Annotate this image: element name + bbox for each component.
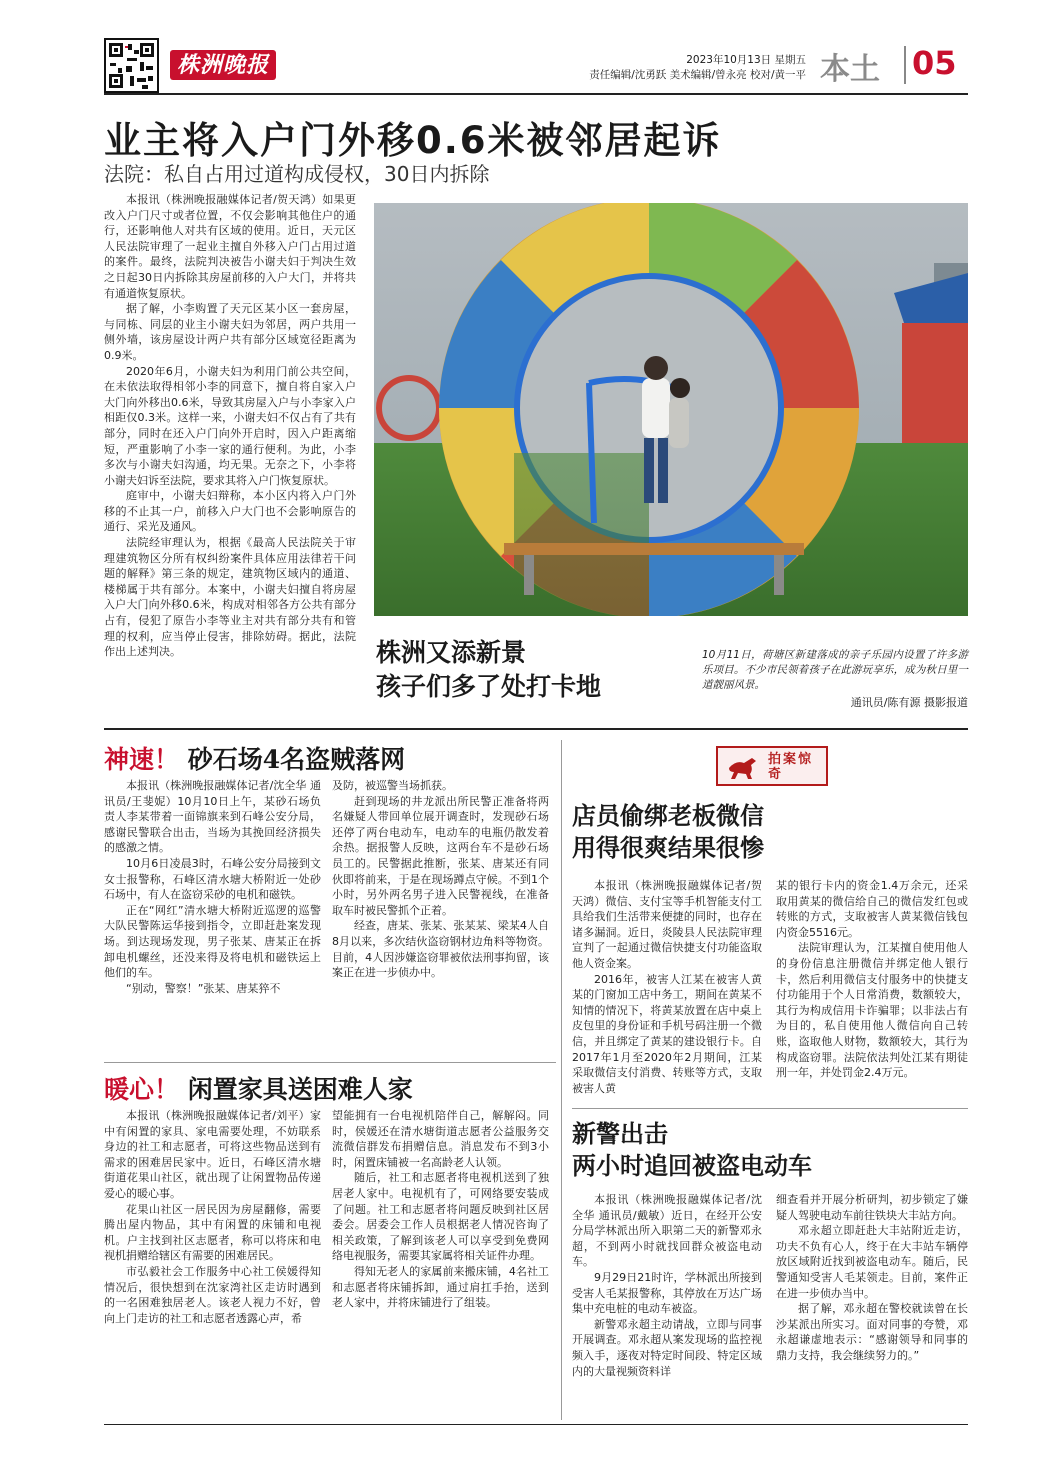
ebike-headline-line1: 新警出击 xyxy=(572,1119,668,1148)
ebike-col2 xyxy=(776,1192,968,1420)
rainbow-wheel-image xyxy=(374,203,968,616)
theft-paragraph: “别动，警察！”张某、唐某猝不 xyxy=(126,981,281,995)
theft-paragraph: 本报讯（株洲晚报融媒体记者/沈全华 通讯员/王斐妮）10月10日上午，某砂石场负责人李某带着一面锦旗来到石峰公安分局，感谢民警联合出击，当场为其挽回经济损失的感激之情。 xyxy=(104,779,321,855)
lead-paragraph: 庭审中，小谢夫妇辩称，本小区内将入户门外移的不止其一户，前移入户大门也不会影响原告的通行、采光及通风。 xyxy=(104,489,356,534)
wechat-paragraph: 某的银行卡内的资金1.4万余元，还采取用黄某的微信给自己的微信发红包或转账的方式，支取被害人黄某微信钱包内资金5516元。 xyxy=(776,879,968,939)
lead-paragraph: 法院经审理认为，根据《最高人民法院关于审理建筑物区分所有权纠纷案件具体应用法律若干问题的解释》第三条的规定，建筑物区域内的通道、楼梯属于共有部分。本案中，小谢夫妇擅自将房屋入户大门向外移0.6米，构成对相邻各方公共有部分占有，侵犯了原告小李等业主对共有部分共有和管理的权利，应当停止侵害，排除妨碍。据此，法院作出上述判决。 xyxy=(104,536,356,659)
lead-paragraph: 2020年6月，小谢夫妇为利用门前公共空间，在未依法取得相邻小李的同意下，擅自将自家入户大门向外移出0.6米，导致其房屋入户与小李家入户相距仅0.3米。这样一来，小谢夫妇不仅占有了共有部分，同时在还入户门向外开启时，因入户距离缩短，严重影响了小李一家的通行便利。为此，小李多次与小谢夫妇沟通，均无果。无奈之下，小李将小谢夫妇诉至法院，要求其将入户门恢复原状。 xyxy=(104,364,356,487)
paper-logo: 株洲晚报 xyxy=(170,50,276,80)
furniture-paragraph: 市弘毅社会工作服务中心社工侯媛得知情况后，很快想到在沈家湾社区走访时遇到的一名困难独居老人。该老人视力不好，曾向上门走访的社工和志愿者透露心声，希 xyxy=(104,1264,321,1325)
case-stamp-label: 拍案惊奇 xyxy=(768,752,814,782)
theft-title: 砂石场4名盗贼落网 xyxy=(187,745,406,774)
section-name: 本土 xyxy=(820,52,880,87)
wechat-paragraph: 本报讯（株洲晚报融媒体记者/贺天鸿）微信、支付宝等手机智能支付工具给我们生活带来便捷的同时，也存在诸多漏洞。近日，炎陵县人民法院审理宣判了一起通过微信快捷支付功能盗取他人资金案。 xyxy=(572,879,762,970)
page-number: 05 xyxy=(912,44,957,82)
lead-subheadline: 法院：私自占用过道构成侵权，30日内拆除 xyxy=(104,162,490,186)
ebike-paragraph: 细查看并开展分析研判，初步锁定了嫌疑人驾驶电动车前往铁块大丰站方向。 xyxy=(776,1193,968,1222)
masthead-rule xyxy=(104,93,968,95)
footer-rule xyxy=(104,1424,968,1425)
left-story-divider xyxy=(104,1062,556,1063)
photo-headline-line1: 株洲又添新景 xyxy=(376,638,527,667)
case-stamp xyxy=(716,746,828,786)
theft-paragraph: 10月6日凌晨3时，石峰公安分局接到文女士报警称，石峰区清水塘大桥附近一处砂石场中，有人在盗窃采砂的电机和磁铁。 xyxy=(104,856,321,902)
horse-icon xyxy=(726,754,760,780)
lead-paragraph: 据了解，小李购置了天元区某小区一套房屋，与同栋、同层的业主小谢夫妇为邻居，两户共用一侧外墙，该房屋设计两户共有部分区域宽径距离为0.9米。 xyxy=(104,302,356,362)
furniture-tag: 暖心！ xyxy=(104,1075,180,1104)
playground-photo xyxy=(374,203,968,616)
furniture-title: 闲置家具送困难人家 xyxy=(187,1075,413,1104)
ebike-headline xyxy=(572,1118,968,1182)
lead-body xyxy=(104,192,356,712)
ebike-paragraph: 本报讯（株洲晚报融媒体记者/沈全华 通讯员/戴敏）近日，在经开公安分局学林派出所入职第二天的新警邓永超，不到两小时就找回群众被盗电动车。 xyxy=(572,1193,762,1269)
ebike-paragraph: 9月29日21时许，学林派出所接到受害人毛某报警称，其停放在万达广场集中充电桩的电动车被盗。 xyxy=(572,1270,762,1316)
ebike-col1 xyxy=(572,1192,762,1420)
lead-headline: 业主将入户门外移0.6米被邻居起诉 xyxy=(104,119,722,162)
photo-credit: 通讯员/陈有源 摄影报道 xyxy=(850,696,968,709)
furniture-paragraph: 得知无老人的家属前来搬床铺，4名社工和志愿者将床铺拆卸，通过肩扛手抬，送到老人家中，并将床铺进行了组装。 xyxy=(332,1264,549,1310)
theft-paragraph: 经查，唐某、张某、张某某、梁某4人自8月以来，多次结伙盗窃钢材边角料等物资。目前，4人因涉嫌盗窃罪被依法刑事拘留，该案正在进一步侦办中。 xyxy=(332,919,549,980)
editor-credits: 责任编辑/沈勇跃 美术编辑/曾永亮 校对/黄一平 xyxy=(589,69,806,81)
lead-paragraph: 本报讯（株洲晚报融媒体记者/贺天鸿）如果更改入户门尺寸或者位置，不仅会影响其他住户的通行，还影响他人对共有区域的使用。近日，天元区人民法院审理了一起业主擅自外移入户门占用过道的案件。最终，法院判决被告小谢夫妇于判决生效之日起30日内拆除其房屋前移的入户大门，并将共有通道恢复原状。 xyxy=(104,193,356,300)
wechat-paragraph: 法院审理认为，江某擅自使用他人的身份信息注册微信并绑定他人银行卡，然后利用微信支付服务中的快捷支付功能用于个人日常消费，数额较大，其行为构成信用卡诈骗罪；以非法占有为目的，私自使用他人微信向自己转账，盗取他人财物，数额较大，其行为构成盗窃罪。法院依法判处江某有期徒刑一年，并处罚金2.4万元。 xyxy=(776,941,968,1080)
wechat-paragraph: 2016年，被害人江某在被害人黄某的门窗加工店中务工，期间在黄某不知情的情况下，将黄某放置在店中桌上皮包里的身份证和手机号码注册一个微信，并且绑定了黄某的建设银行卡。自2017年1月至2020年2月期间，江某采取微信支付消费、转账等方式，支取被害人黄 xyxy=(572,972,762,1095)
furniture-headline xyxy=(104,1070,556,1106)
theft-paragraph: 正在“网红”清水塘大桥附近巡逻的巡警大队民警陈运华接到指令，立即赶赴案发现场。到达现场发现，男子张某、唐某正在拆卸电机螺丝，还没来得及将电机和磁铁运上他们的车。 xyxy=(104,903,321,980)
wechat-headline-line2: 用得很爽结果很惨 xyxy=(572,833,764,862)
column-divider xyxy=(561,740,562,1420)
theft-paragraph: 及防，被巡警当场抓获。 xyxy=(332,779,453,792)
furniture-paragraph: 花果山社区一居民因为房屋翻修，需要腾出屋内物品，其中有闲置的床铺和电视机。户主找到社区志愿者，称可以将床和电视机捐赠给辖区有需要的困难居民。 xyxy=(104,1202,321,1263)
furniture-paragraph: 本报讯（株洲晚报融媒体记者/刘平）家中有闲置的家具、家电需要处理，不妨联系身边的社工和志愿者，可将这些物品送到有需求的困难居民家中。近日，石峰区清水塘街道花果山社区，就出现了让闲置物品传递爱心的暖心事。 xyxy=(104,1109,321,1200)
ebike-headline-line2: 两小时追回被盗电动车 xyxy=(572,1151,812,1180)
photo-headline-line2: 孩子们多了处打卡地 xyxy=(376,672,602,701)
ebike-paragraph: 新警邓永超主动请战，立即与同事开展调查。邓永超从案发现场的监控视频入手，逐夜对特定时间段、特定区域内的大量视频资料详 xyxy=(572,1317,762,1378)
ebike-paragraph: 据了解，邓永超在警校就读曾在长沙某派出所实习。面对同事的夸赞，邓永超谦虚地表示：“感谢领导和同事的鼎力支持，我会继续努力的。” xyxy=(776,1302,968,1362)
wechat-headline xyxy=(572,800,968,864)
issue-date: 2023年10月13日 星期五 xyxy=(686,54,806,66)
furniture-paragraph: 随后，社工和志愿者将电视机送到了独居老人家中。电视机有了，可网络要安装成了问题。社工和志愿者将问题反映到社区居委会。居委会工作人员根据老人情况咨询了相关政策，了解到该老人可以享受到免费网络电视服务，需要其家属将相关证件办理。 xyxy=(332,1171,549,1263)
ebike-paragraph: 邓永超立即赶赴大丰站附近走访，功夫不负有心人，终于在大丰站车辆停放区域附近找到被盗电动车。随后，民警通知受害人毛某领走。目前，案件正在进一步侦办当中。 xyxy=(776,1224,968,1300)
wechat-col2 xyxy=(776,878,968,1100)
right-story-divider xyxy=(572,1108,968,1109)
wechat-headline-line1: 店员偷绑老板微信 xyxy=(572,801,764,830)
theft-col2 xyxy=(332,778,549,1056)
section-rule xyxy=(104,728,968,730)
photo-caption: 10月11日，荷塘区新建落成的亲子乐园内设置了许多游乐项目。不少市民领着孩子在此游玩享乐，成为秋日里一道靓丽风景。 xyxy=(702,649,968,691)
furniture-col1 xyxy=(104,1108,321,1420)
theft-paragraph: 赶到现场的井龙派出所民警正准备将两名嫌疑人带回单位展开调查时，发现砂石场还停了两台电动车，电动车的电瓶仍散发着余热。据报警人反映，这两台车不是砂石场员工的。民警据此推断，张某、唐某还有同伙即将前来，于是在现场蹲点守候。不到1个小时，另外两名男子进入民警视线，在准备取车时被民警抓个正着。 xyxy=(332,794,549,917)
theft-headline xyxy=(104,740,556,776)
wechat-col1 xyxy=(572,878,762,1100)
furniture-col2 xyxy=(332,1108,549,1420)
furniture-paragraph: 望能拥有一台电视机陪伴自己，解解闷。同时，侯媛还在清水塘街道志愿者公益服务交流微信群发布捐赠信息。消息发布不到3小时，闲置床铺被一名高龄老人认领。 xyxy=(332,1109,549,1169)
qr-code xyxy=(104,38,159,93)
theft-tag: 神速！ xyxy=(104,745,180,774)
theft-col1 xyxy=(104,778,321,1056)
section-divider xyxy=(904,46,906,84)
photo-headline xyxy=(376,636,686,704)
